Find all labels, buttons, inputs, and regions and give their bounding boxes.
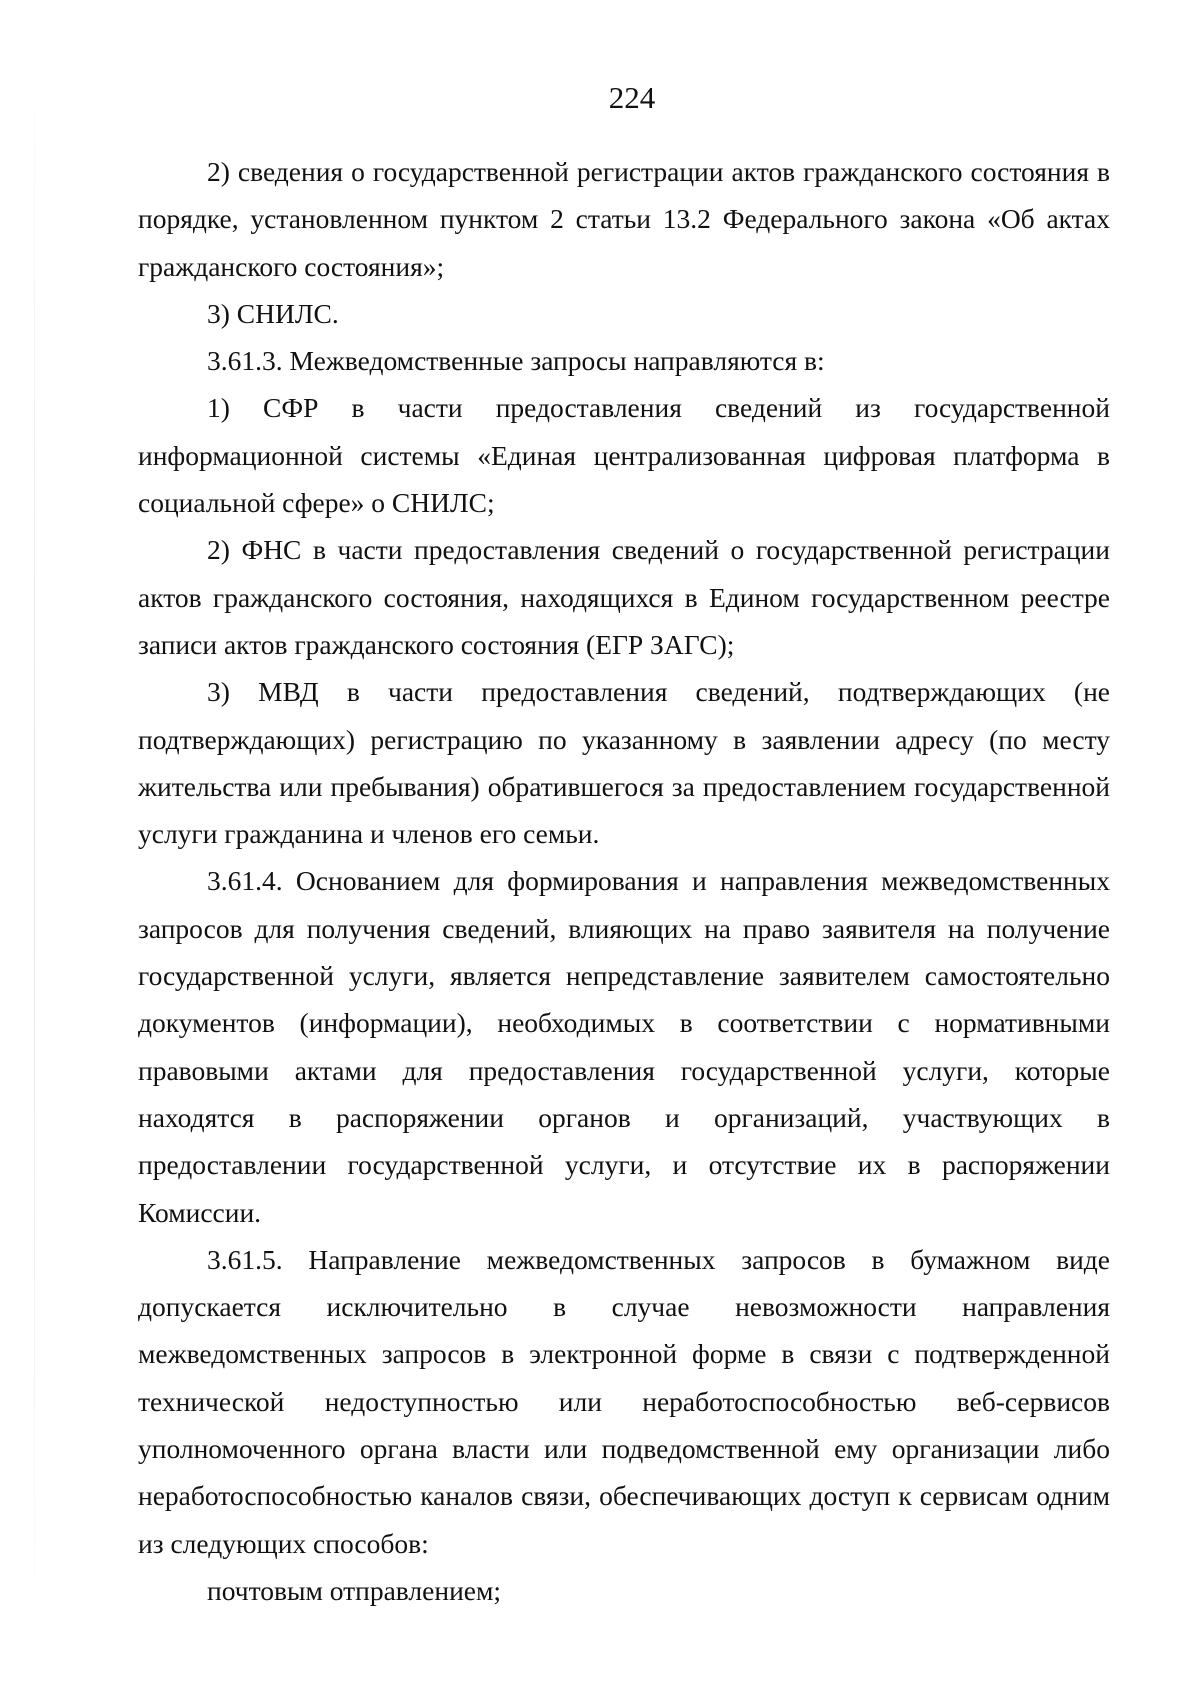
paragraph-3-61-3: 3.61.3. Межведомственные запросы направляются в: bbox=[207, 345, 825, 377]
paragraph-fns-request: 2) ФНС в части предоставления сведений о государственной регистрации актов гражданского состояния, находящихся в Едином государственном реестре записи актов гражданского состояния (ЕГР ЗАГС); bbox=[138, 534, 1110, 660]
paragraph-3-61-5: 3.61.5. Направление межведомственных запросов в бумажном виде допускается исключительно в случае невозможности направления межведомственных запросов в электронной форме в связи с подтвержденной технической недоступностью или неработоспособностью веб-сервисов уполномоченного органа власти или подведомственной ему организации либо неработоспособностью каналов связи, обеспечивающих доступ к сервисам одним из следующих способов: bbox=[138, 1243, 1110, 1559]
paragraph-postal-delivery: почтовым отправлением; bbox=[207, 1574, 502, 1606]
paragraph-sfr-request: 1) СФР в части предоставления сведений из государственной информационной системы «Единая централизованная цифровая платформа в социальной сфере» о СНИЛС; bbox=[138, 392, 1110, 519]
document-body bbox=[138, 148, 1110, 1614]
paragraph-mvd-request: 3) МВД в части предоставления сведений, подтверждающих (не подтверждающих) регистрацию по указанному в заявлении адресу (по месту жительства или пребывания) обратившегося за предоставлением государственной услуги гражданина и членов его семьи. bbox=[138, 676, 1110, 850]
page-number: 224 bbox=[608, 80, 656, 115]
paragraph-item-3-snils: 3) СНИЛС. bbox=[207, 297, 339, 329]
paragraph-3-61-4: 3.61.4. Основанием для формирования и направления межведомственных запросов для получения сведений, влияющих на право заявителя на получение государственной услуги, является непредставление заявителем самостоятельно документов (информации), необходимых в соответствии с нормативными правовыми актами для предоставления государственной услуги, которые находятся в распоряжении органов и организаций, участвующих в предоставлении государственной услуги, и отсутствие их в распоряжении Комиссии. bbox=[138, 865, 1110, 1228]
scan-edge-line bbox=[34, 0, 35, 1685]
paragraph-item-2-civil-status: 2) сведения о государственной регистрации актов гражданского состояния в порядке, установленном пунктом 2 статьи 13.2 Федерального закона «Об актах гражданского состояния»; bbox=[138, 156, 1110, 282]
